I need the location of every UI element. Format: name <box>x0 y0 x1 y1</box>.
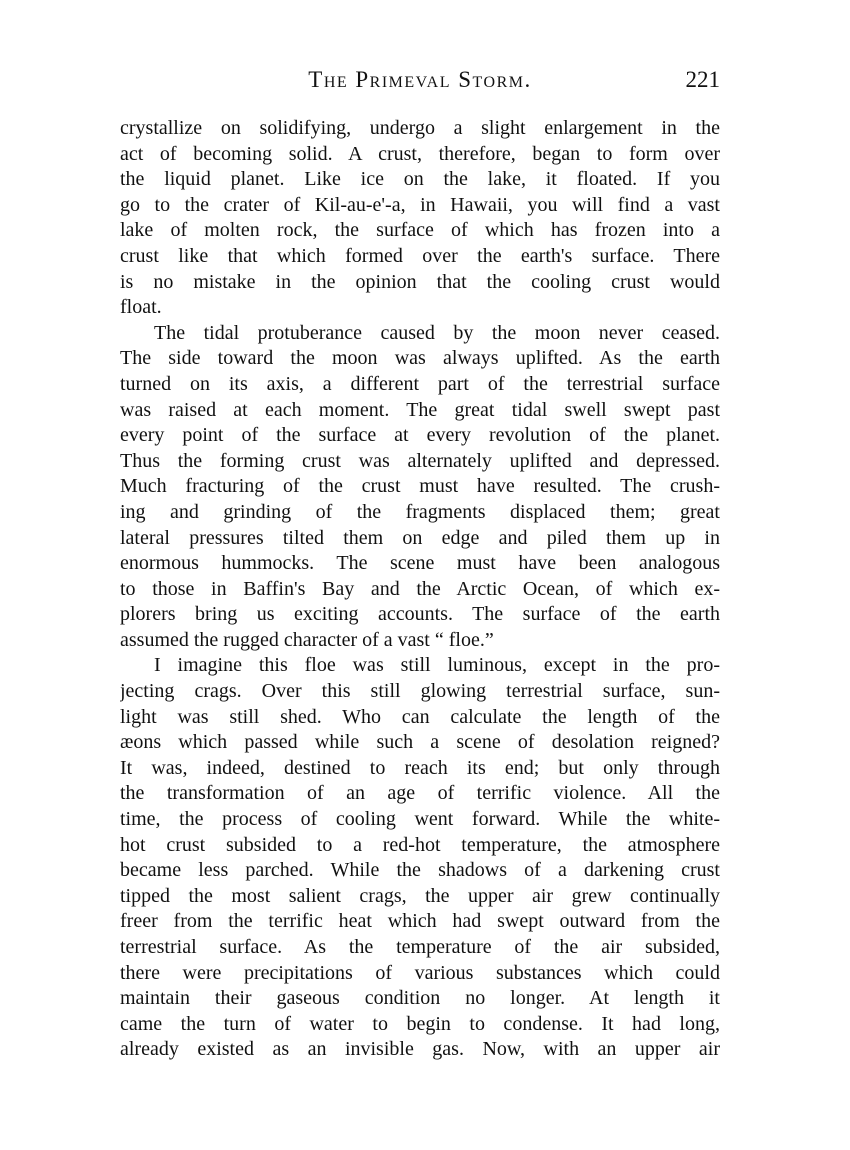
text-line: jecting crags. Over this still glowing terrestrial surface, sun- <box>120 680 720 703</box>
running-title: The Primeval Storm. <box>308 67 532 92</box>
text-line: the transformation of an age of terrific violence. All the <box>120 782 720 805</box>
page-number: 221 <box>685 67 720 92</box>
text-line: act of becoming solid. A crust, therefore, began to form over <box>120 142 720 165</box>
text-line: tipped the most salient crags, the upper air grew continually <box>120 884 720 907</box>
text-line: time, the process of cooling went forward. While the white- <box>120 808 720 831</box>
text-line: lake of molten rock, the surface of which has frozen into a <box>120 219 720 242</box>
text-line: I imagine this floe was still luminous, except in the pro- <box>154 654 720 677</box>
text-line: Much fracturing of the crust must have resulted. The crush- <box>120 475 720 498</box>
text-line: crystallize on solidifying, undergo a slight enlargement in the <box>120 117 720 139</box>
text-line: terrestrial surface. As the temperature of the air subsided, <box>120 936 720 958</box>
text-line: light was still shed. Who can calculate the length of the <box>120 705 720 728</box>
text-line: is no mistake in the opinion that the cooling crust would <box>120 270 720 293</box>
text-line: there were precipitations of various substances which could <box>120 961 720 984</box>
text-line: float. <box>120 296 162 319</box>
text-line: every point of the surface at every revolution of the planet. <box>120 424 720 447</box>
text-line: maintain their gaseous condition no longer. At length it <box>120 987 720 1010</box>
text-line: æons which passed while such a scene of desolation reigned? <box>120 731 720 754</box>
text-line: to those in Baffin's Bay and the Arctic Ocean, of which ex- <box>120 577 720 600</box>
text-line: the liquid planet. Like ice on the lake, it floated. If you <box>120 168 720 191</box>
text-line: plorers bring us exciting accounts. The surface of the earth <box>120 603 720 626</box>
text-line: assumed the rugged character of a vast “ floe.” <box>120 628 494 651</box>
text-line: Thus the forming crust was alternately uplifted and depressed. <box>120 449 720 472</box>
text-line: lateral pressures tilted them on edge and piled them up in <box>120 526 720 549</box>
running-header <box>120 62 720 98</box>
text-line: crust like that which formed over the earth's surface. There <box>120 244 720 267</box>
body-text <box>120 116 720 1063</box>
text-line: hot crust subsided to a red-hot temperature, the atmosphere <box>120 833 720 856</box>
text-line: freer from the terrific heat which had swept outward from the <box>120 910 720 933</box>
text-line: came the turn of water to begin to condense. It had long, <box>120 1012 720 1035</box>
text-line: It was, indeed, destined to reach its end; but only through <box>120 756 720 779</box>
text-line: go to the crater of Kil-au-e'-a, in Hawaii, you will find a vast <box>120 193 720 216</box>
text-line: The tidal protuberance caused by the moon never ceased. <box>154 321 720 344</box>
text-line: turned on its axis, a different part of the terrestrial surface <box>120 372 720 395</box>
text-line: became less parched. While the shadows of a darkening crust <box>120 859 720 882</box>
text-line: ing and grinding of the fragments displaced them; great <box>120 500 720 523</box>
text-line: The side toward the moon was always uplifted. As the earth <box>120 347 720 370</box>
text-line: already existed as an invisible gas. Now, with an upper air <box>120 1038 720 1061</box>
text-line: was raised at each moment. The great tidal swell swept past <box>120 398 720 421</box>
text-line: enormous hummocks. The scene must have been analogous <box>120 552 720 575</box>
